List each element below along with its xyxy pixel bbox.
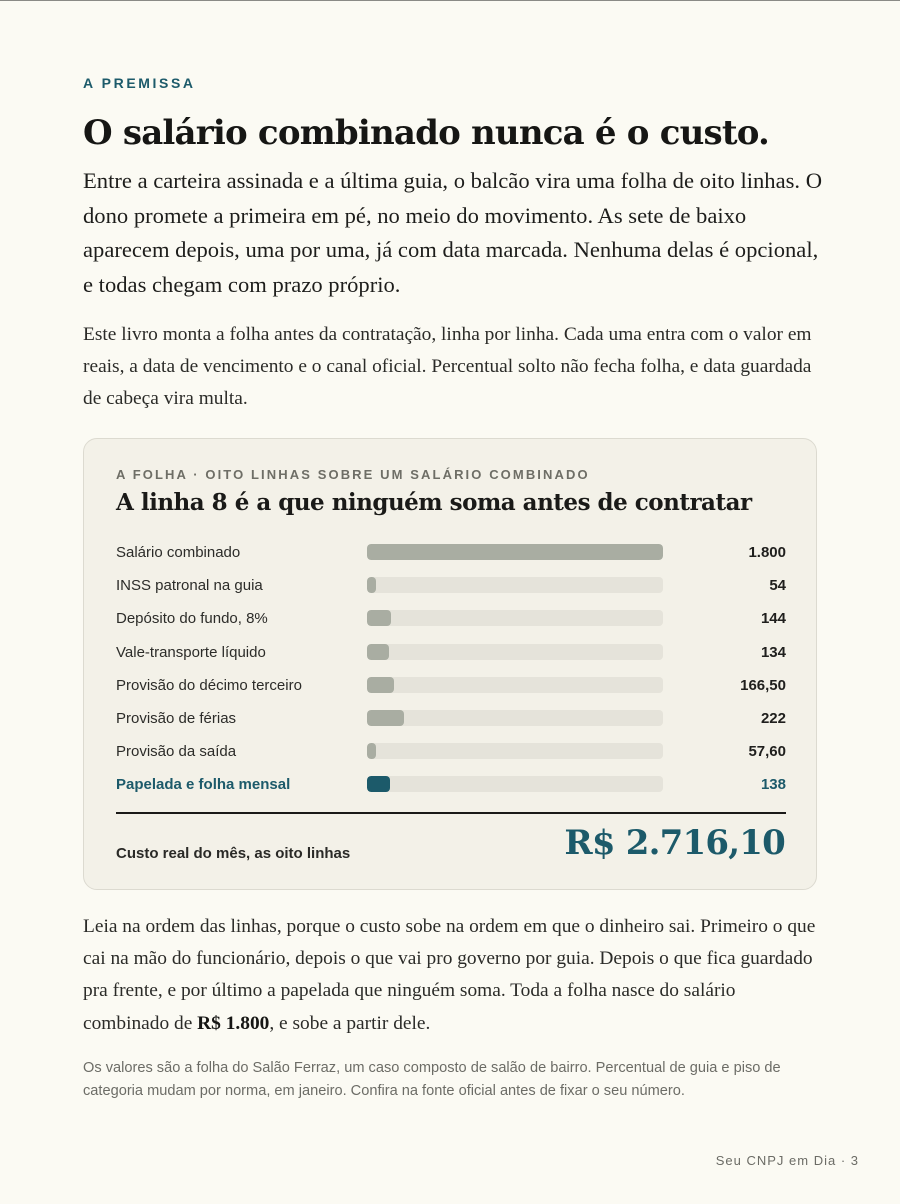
card-kicker: A FOLHA · OITO LINHAS SOBRE UM SALÁRIO COMBINADO xyxy=(116,467,590,482)
row-value: 138 xyxy=(760,776,786,794)
row-label: INSS patronal na guia xyxy=(116,577,263,595)
bar-track xyxy=(367,610,663,626)
closing-text: Leia na ordem das linhas, porque o custo sobe na ordem em que o dinheiro sai. Primeiro o que cai na mão do funcionário, depois o que vai pro governo por guia. Depois o que fica guardado pra frente, e por último a papelada que ninguém soma. Toda a folha nasce do salário combinado de xyxy=(83,916,816,1034)
row-value: 144 xyxy=(760,610,786,628)
chart-row xyxy=(116,636,786,669)
closing-bold-amount: R$ 1.800 xyxy=(197,1012,270,1034)
row-label: Papelada e folha mensal xyxy=(116,776,291,794)
chart-row xyxy=(116,536,786,569)
intro-paragraph: Este livro monta a folha antes da contratação, linha por linha. Cada uma entra com o valor em reais, a data de vencimento e o canal oficial. Percentual solto não fecha folha, e data guardada de cabeça vira multa. xyxy=(83,324,812,409)
bar-track xyxy=(367,710,663,726)
total-value: R$ 2.716,10 xyxy=(564,823,785,863)
page-footer: Seu CNPJ em Dia · 3 xyxy=(715,1153,859,1168)
bar xyxy=(367,677,394,693)
bar xyxy=(367,577,376,593)
payroll-bar-chart xyxy=(116,536,786,802)
bar-track xyxy=(367,743,663,759)
closing-text-end: , e sobe a partir dele. xyxy=(269,1012,431,1034)
bar xyxy=(367,710,404,726)
payroll-card xyxy=(83,438,817,890)
card-title: A linha 8 é a que ninguém soma antes de contratar xyxy=(116,489,752,516)
row-label: Provisão da saída xyxy=(116,743,237,761)
row-label: Vale-transporte líquido xyxy=(116,643,266,661)
row-value: 222 xyxy=(760,709,786,727)
chart-row xyxy=(116,768,786,801)
chart-row xyxy=(116,702,786,735)
row-value: 166,50 xyxy=(740,676,786,694)
row-value: 134 xyxy=(760,643,786,661)
bar-track xyxy=(367,776,663,792)
row-label: Depósito do fundo, 8% xyxy=(116,610,268,628)
chart-row xyxy=(116,735,786,768)
bar xyxy=(367,610,391,626)
bar xyxy=(367,544,663,560)
bar-track xyxy=(367,544,663,560)
row-label: Salário combinado xyxy=(116,544,241,561)
section-kicker: A PREMISSA xyxy=(83,75,196,91)
bar-track xyxy=(367,644,663,660)
row-label: Provisão de férias xyxy=(116,709,237,727)
bar xyxy=(367,776,390,792)
page-title: O salário combinado nunca é o custo. xyxy=(83,113,770,153)
lead-paragraph: Entre a carteira assinada e a última guia, o balcão vira uma folha de oito linhas. O dono promete a primeira em pé, no meio do movimento. As sete de baixo aparecem depois, uma por uma, já com data marcada. Nenhuma delas é opcional, e todas chegam com prazo próprio. xyxy=(83,168,823,297)
bar-track xyxy=(367,677,663,693)
bar xyxy=(367,743,376,759)
chart-row xyxy=(116,669,786,702)
closing-paragraph xyxy=(83,911,823,1040)
total-divider xyxy=(116,812,786,814)
row-value: 1.800 xyxy=(748,544,786,561)
row-label: Provisão do décimo terceiro xyxy=(116,676,302,694)
bar xyxy=(367,644,389,660)
source-note: Os valores são a folha do Salão Ferraz, um caso composto de salão de bairro. Percentual de guia e piso de categoria mudam por norma, em janeiro. Confira na fonte oficial antes de fixar o seu número. xyxy=(83,1060,781,1099)
total-label: Custo real do mês, as oito linhas xyxy=(116,845,351,862)
chart-row xyxy=(116,602,786,635)
chart-row xyxy=(116,569,786,602)
row-value: 54 xyxy=(769,577,786,595)
row-value: 57,60 xyxy=(748,743,786,761)
bar-track xyxy=(367,577,663,593)
